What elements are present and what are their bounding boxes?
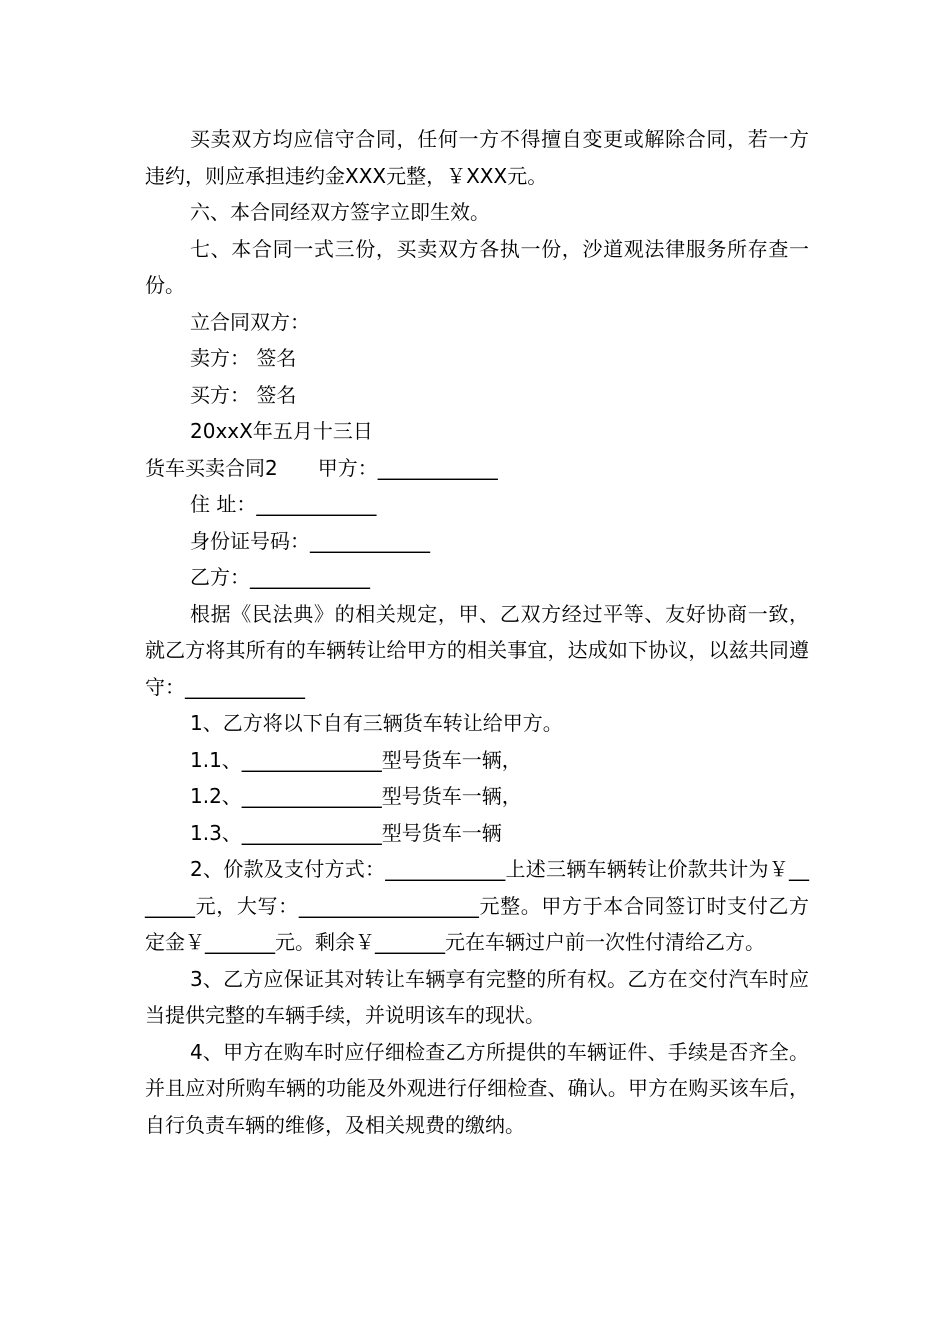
paragraph-id-number: 身份证号码：____________: [190, 528, 430, 553]
paragraph-breach-clause: 买卖双方均应信守合同，任何一方不得擅自变更或解除合同，若一方违约，则应承担违约金XXX元整，￥XXX元。: [145, 127, 809, 188]
paragraph-clause-six: 六、本合同经双方签字立即生效。: [190, 200, 490, 224]
paragraph-preamble: 根据《民法典》的相关规定，甲、乙双方经过平等、友好协商一致，就乙方将其所有的车辆转让给甲方的相关事宜，达成如下协议，以兹共同遵守：____________: [145, 601, 809, 699]
document-body: [145, 121, 809, 1143]
paragraph-seller-signature: 卖方： 签名: [190, 346, 297, 370]
paragraph-item-one-three: 1.3、______________型号货车一辆: [190, 820, 502, 845]
paragraph-item-four-inspection: 4、甲方在购车时应仔细检查乙方所提供的车辆证件、手续是否齐全。并且应对所购车辆的功能及外观进行仔细检查、确认。甲方在购买该车后，自行负责车辆的维修，及相关规费的缴纳。: [145, 1039, 809, 1137]
paragraph-party-b: 乙方：____________: [190, 565, 370, 589]
paragraph-contract-two-title: 货车买卖合同2 甲方：____________: [145, 455, 498, 480]
paragraph-item-two-payment: 2、价款及支付方式：____________上述三辆车辆转让价款共计为￥_______元，大写：__________________元整。甲方于本合同签订时支付乙方定金￥_______元。剩余￥_______元在车辆过户前一次性付清给乙方。: [145, 857, 809, 954]
paragraph-item-three-ownership: 3、乙方应保证其对转让车辆享有完整的所有权。乙方在交付汽车时应当提供完整的车辆手续，并说明该车的现状。: [145, 966, 809, 1027]
paragraph-item-one-two: 1.2、______________型号货车一辆，: [190, 784, 522, 808]
paragraph-clause-seven: 七、本合同一式三份，买卖双方各执一份，沙道观法律服务所存查一份。: [145, 236, 809, 297]
paragraph-date: 20xxX年五月十三日: [190, 419, 373, 443]
paragraph-address: 住 址：____________: [190, 492, 377, 516]
paragraph-item-one-one: 1.1、______________型号货车一辆，: [190, 747, 522, 772]
paragraph-parties-heading: 立合同双方：: [190, 309, 310, 334]
paragraph-buyer-signature: 买方： 签名: [190, 382, 297, 407]
paragraph-item-one: 1、乙方将以下自有三辆货车转让给甲方。: [190, 711, 563, 735]
